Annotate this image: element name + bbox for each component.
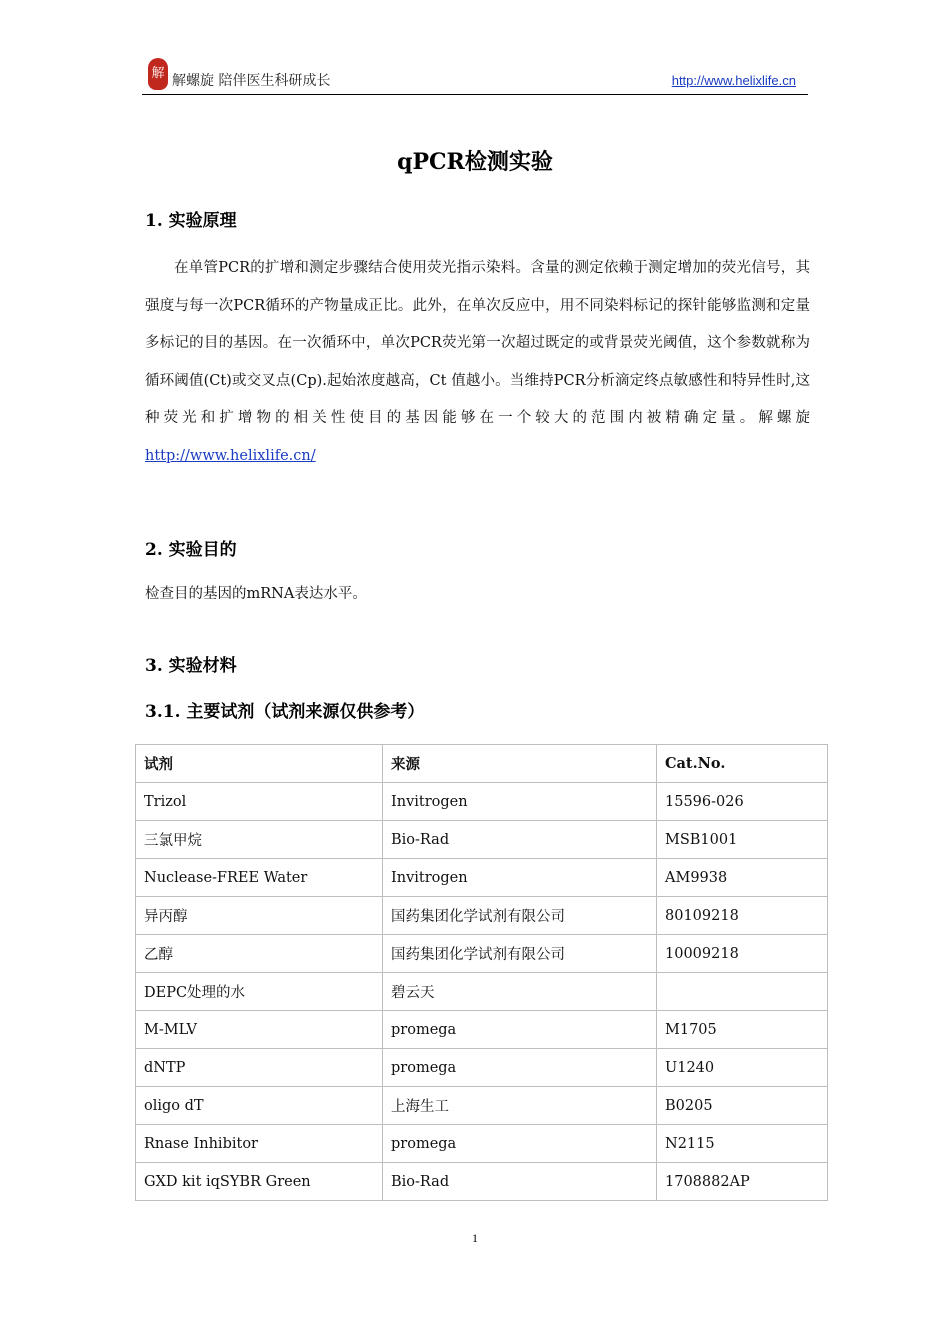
section-heading-principle: 1. 实验原理 [145, 211, 237, 231]
table-header-row [136, 745, 828, 783]
cell-cat-no: 15596-026 [657, 783, 828, 821]
principle-link[interactable]: http://www.helixlife.cn/ [145, 447, 316, 464]
cell-cat-no: N2115 [657, 1125, 828, 1163]
table-row [136, 859, 828, 897]
cell-reagent: 异丙醇 [136, 897, 383, 935]
page-title: qPCR检测实验 [397, 149, 553, 175]
table-row [136, 821, 828, 859]
table-row [136, 935, 828, 973]
cell-reagent: oligo dT [136, 1087, 383, 1125]
cell-source: promega [383, 1049, 657, 1087]
cell-cat-no: MSB1001 [657, 821, 828, 859]
cell-cat-no: AM9938 [657, 859, 828, 897]
cell-reagent: dNTP [136, 1049, 383, 1087]
cell-reagent: M-MLV [136, 1011, 383, 1049]
header-url-link[interactable]: http://www.helixlife.cn [671, 73, 796, 88]
header-cat-no: Cat.No. [657, 745, 828, 783]
cell-source: 上海生工 [383, 1087, 657, 1125]
principle-paragraph [145, 250, 810, 475]
cell-reagent: Rnase Inhibitor [136, 1125, 383, 1163]
table-row [136, 1087, 828, 1125]
table-row [136, 897, 828, 935]
cell-reagent: GXD kit iqSYBR Green [136, 1163, 383, 1201]
reagents-table [135, 744, 828, 1201]
table-row [136, 1125, 828, 1163]
subsection-heading-reagents: 3.1. 主要试剂（试剂来源仅供参考） [145, 702, 425, 722]
table-row [136, 1049, 828, 1087]
cell-source: 国药集团化学试剂有限公司 [383, 897, 657, 935]
table-row [136, 1011, 828, 1049]
cell-reagent: 乙醇 [136, 935, 383, 973]
header-source: 来源 [383, 745, 657, 783]
cell-cat-no: 10009218 [657, 935, 828, 973]
cell-cat-no [657, 973, 828, 1011]
cell-cat-no: 1708882AP [657, 1163, 828, 1201]
table-row [136, 1163, 828, 1201]
purpose-text: 检查目的基因的mRNA表达水平。 [145, 586, 367, 602]
cell-source: promega [383, 1011, 657, 1049]
header-brand: 解螺旋 陪伴医生科研成长 [172, 73, 331, 89]
cell-cat-no: U1240 [657, 1049, 828, 1087]
cell-cat-no: M1705 [657, 1011, 828, 1049]
cell-reagent: 三氯甲烷 [136, 821, 383, 859]
cell-reagent: DEPC处理的水 [136, 973, 383, 1011]
page-header [142, 56, 808, 95]
principle-text: 在单管PCR的扩增和测定步骤结合使用荧光指示染料。含量的测定依赖于测定增加的荧光信号，其强度与每一次PCR循环的产物量成正比。此外，在单次反应中，用不同染料标记的探针能够监测和定量多标记的目的基因。在一次循环中，单次PCR荧光第一次超过既定的或背景荧光阈值，这个参数就称为循环阈值(Ct)或交叉点(Cp).起始浓度越高，Ct 值越小。当维持PCR分析滴定终点敏感性和特异性时,这种荧光和扩增物的相关性使目的基因能够在一个较大的范围内被精确定量。解螺旋 [145, 260, 810, 426]
cell-source: promega [383, 1125, 657, 1163]
cell-cat-no: 80109218 [657, 897, 828, 935]
table-row [136, 783, 828, 821]
cell-source: 国药集团化学试剂有限公司 [383, 935, 657, 973]
section-heading-materials: 3. 实验材料 [145, 656, 237, 676]
cell-reagent: Nuclease-FREE Water [136, 859, 383, 897]
table-row [136, 973, 828, 1011]
header-reagent: 试剂 [136, 745, 383, 783]
logo-seal-icon: 解 [148, 58, 168, 90]
page-number: 1 [472, 1231, 478, 1245]
cell-source: Bio-Rad [383, 1163, 657, 1201]
cell-reagent: Trizol [136, 783, 383, 821]
cell-source: 碧云天 [383, 973, 657, 1011]
cell-source: Bio-Rad [383, 821, 657, 859]
cell-source: Invitrogen [383, 859, 657, 897]
cell-cat-no: B0205 [657, 1087, 828, 1125]
cell-source: Invitrogen [383, 783, 657, 821]
section-heading-purpose: 2. 实验目的 [145, 540, 237, 560]
